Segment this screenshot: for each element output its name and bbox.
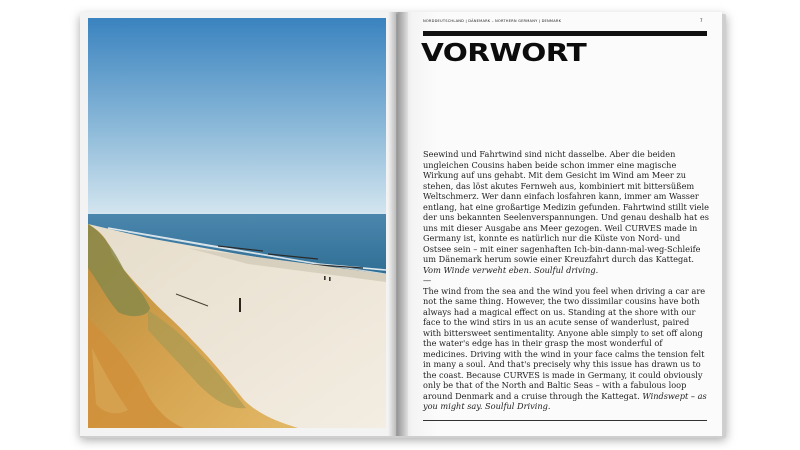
- article-body: [423, 149, 709, 412]
- footer-rule: [423, 420, 707, 421]
- german-closing: Vom Winde verweht eben. Soulful driving.: [423, 264, 599, 275]
- german-paragraph: [423, 149, 709, 275]
- beach-photo: [88, 18, 386, 428]
- english-text: The wind from the sea and the wind you feel when driving a car are not the same thing. However, the two dissimilar cousins have both always had a magical effect on us. Standing at the shore with our face to the wind stirs in us an acute sense of wanderlust, paired with bittersweet sentimentality. Anyone able simply to set off along the water's edge has in their grasp the most wonderful of medicines. Driving with the wind in your face calms the tension felt in many a soul. And that's precisely why this issue has drawn us to the coast. Because CURVES is made in Germany, it could obviously only be that of the North and Baltic Seas – with a fabulous loop around Denmark and a cruise through the Kattegat.: [423, 285, 706, 401]
- running-head: NORDDEUTSCHLAND | DÄNEMARK – NORTHERN GERMANY | DENMARK: [423, 19, 562, 23]
- german-text: Seewind und Fahrtwind sind nicht dasselbe. Aber die beiden ungleichen Cousins haben beide schon immer eine magische Wirkung auf uns gehabt. Mit dem Gesicht im Wind am Meer zu stehen, das löst akutes Fernweh aus, kombiniert mit bittersüßem Weltschmerz. Wer dann einfach losfahren kann, immer am Wasser entlang, hat eine großartige Medizin gefunden. Fahrtwind stillt viele der uns bekannten Seelenverspannungen. Und genau deshalb hat es uns mit dieser Ausgabe ans Meer gezogen. Weil CURVES made in Germany ist, konnte es natürlich nur die Küste von Nord- und Ostsee sein – mit einer sagenhaften Ich-bin-dann-mal-weg-Schleife um Dänemark herum sowie einer Kreuzfahrt durch das Kattegat.: [423, 149, 709, 264]
- page-number: 7: [700, 18, 703, 23]
- spine-gutter: [388, 12, 408, 436]
- english-paragraph: [423, 286, 709, 412]
- english-closing: Windswept – as you might say. Soulful Driving.: [423, 390, 707, 411]
- page-title: VORWORT: [421, 38, 587, 67]
- language-separator: —: [423, 275, 432, 285]
